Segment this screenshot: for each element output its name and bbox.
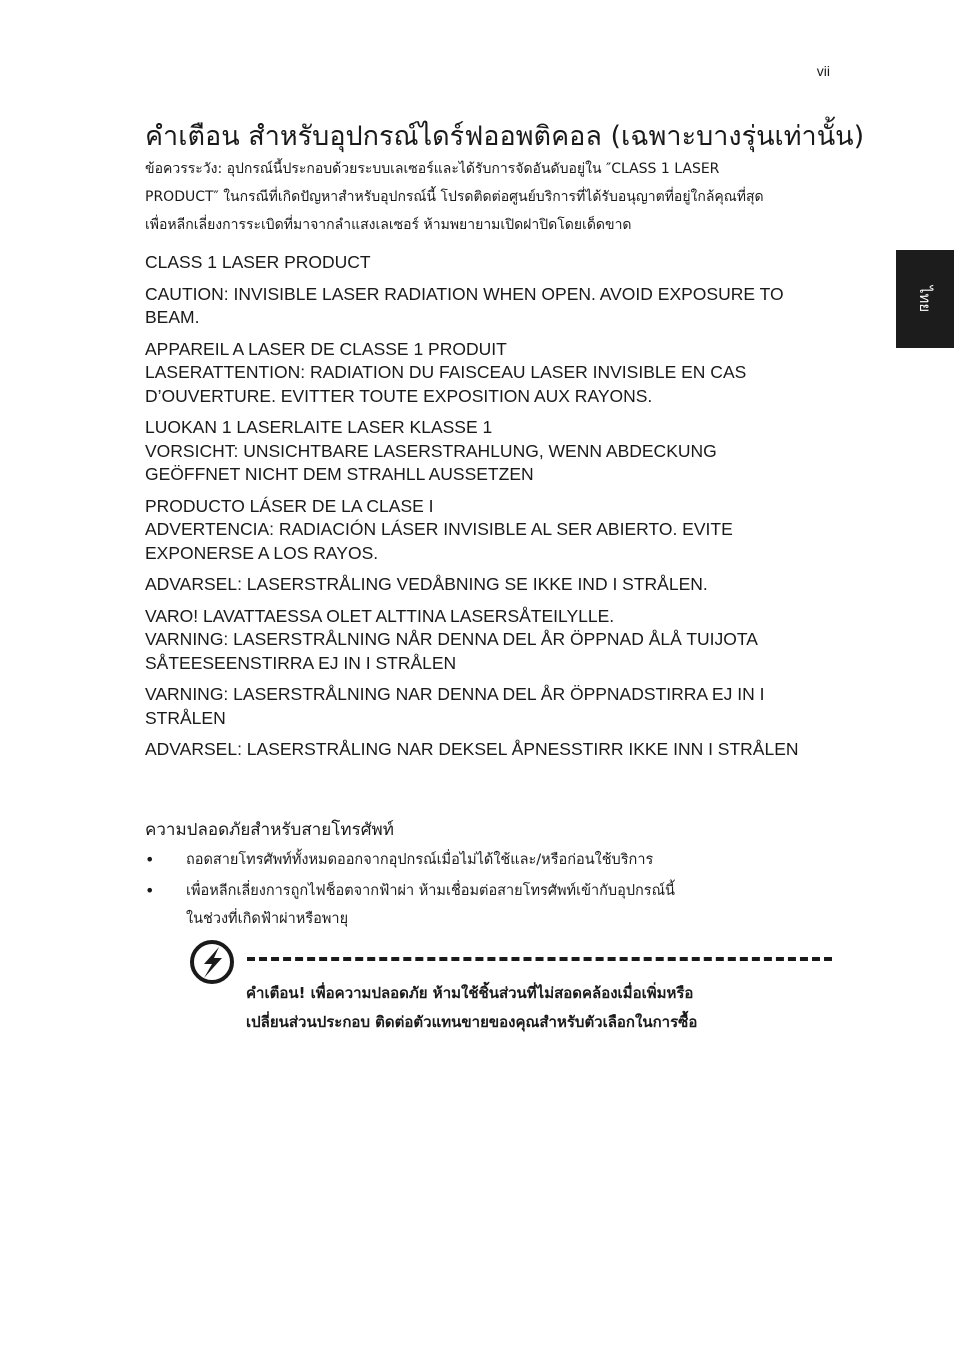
notice-line: CAUTION: INVISIBLE LASER RADIATION WHEN OPEN. AVOID EXPOSURE TO BEAM. (145, 283, 784, 327)
list-item (145, 846, 765, 874)
bullet-icon: • (145, 881, 155, 900)
warning-line: คำเตือน! เพื่อความปลอดภัย ห้ามใช้ชิ้นส่วนที่ไม่สอดคล้องเมื่อเพิ่มหรือ (246, 984, 694, 1002)
laser-notices (145, 251, 815, 770)
lightning-warning-icon (189, 939, 235, 985)
intro-line: เพื่อหลีกเลี่ยงการระเบิดที่มาจากลำแสงเลเซอร์ ห้ามพยายามเปิดฝาปิดโดยเด็ดขาด (145, 217, 632, 233)
notice-line: LUOKAN 1 LASERLAITE LASER KLASSE 1 (145, 417, 493, 437)
notice-line: VARNING: LASERSTRÅLNING NÅR DENNA DEL ÅR ÖPPNAD ÅLÅ TUIJOTA SÅTEESEENSTIRRA EJ IN I STRÅLEN (145, 629, 757, 673)
list-item (145, 877, 765, 933)
laser-notice (145, 416, 815, 487)
list-item-line: ถอดสายโทรศัพท์ทั้งหมดออกจากอุปกรณ์เมื่อไม่ได้ใช้และ/หรือก่อนใช้บริการ (186, 852, 654, 868)
laser-notice (145, 683, 815, 730)
list-item-line: เพื่อหลีกเลี่ยงการถูกไฟช็อตจากฟ้าผ่า ห้ามเชื่อมต่อสายโทรศัพท์เข้ากับอุปกรณ์นี้ (186, 883, 675, 899)
language-tab-label: ไทย (915, 285, 934, 313)
laser-notice (145, 738, 815, 762)
list-item-line: ในช่วงที่เกิดฟ้าผ่าหรือพายุ (186, 911, 349, 927)
laser-notice (145, 338, 815, 409)
notice-line: LASERATTENTION: RADIATION DU FAISCEAU LASER INVISIBLE EN CAS D’OUVERTURE. EVITTER TOUTE EXPOSITION AUX RAYONS. (145, 362, 747, 406)
section-title: คำเตือน สำหรับอุปกรณ์ไดร์ฟออพติคอล (เฉพาะบางรุ่นเท่านั้น) (145, 121, 865, 153)
notice-line: ADVARSEL: LASERSTRÅLING VEDÅBNING SE IKKE IND I STRÅLEN. (145, 574, 708, 594)
warning-note (246, 979, 806, 1037)
laser-intro-paragraph (145, 155, 825, 239)
notice-line: ADVARSEL: LASERSTRÅLING NAR DEKSEL ÅPNESSTIRR IKKE INN I STRÅLEN (145, 739, 799, 759)
notice-line: ADVERTENCIA: RADIACIÓN LÁSER INVISIBLE AL SER ABIERTO. EVITE EXPONERSE A LOS RAYOS. (145, 519, 733, 563)
intro-line: ข้อควรระวัง: อุปกรณ์นี้ประกอบด้วยระบบเลเซอร์และได้รับการจัดอันดับอยู่ใน ″CLASS 1 LASER (145, 161, 720, 177)
warning-line: เปลี่ยนส่วนประกอบ ติดต่อตัวแทนขายของคุณสำหรับตัวเลือกในการซื้อ (246, 1013, 698, 1031)
notice-line: VARO! LAVATTAESSA OLET ALTTINA LASERSÅTEILYLLE. (145, 605, 615, 626)
notice-line: PRODUCTO LÁSER DE LA CLASE I (145, 495, 434, 516)
phone-safety-heading: ความปลอดภัยสำหรับสายโทรศัพท์ (145, 820, 394, 840)
page-number: vii (816, 63, 830, 79)
laser-notice (145, 495, 815, 566)
notice-line: VORSICHT: UNSICHTBARE LASERSTRAHLUNG, WENN ABDECKUNG GEÖFFNET NICHT DEM STRAHLL AUSSETZEN (145, 440, 717, 484)
bullet-icon: • (145, 850, 155, 869)
laser-notice (145, 573, 815, 597)
phone-safety-list (145, 846, 765, 936)
intro-line: PRODUCT″ ในกรณีที่เกิดปัญหาสำหรับอุปกรณ์นี้ โปรดติดต่อศูนย์บริการที่ได้รับอนุญาตที่อยู่ใกล้คุณที่สุด (145, 189, 764, 205)
notice-line: CLASS 1 LASER PRODUCT (145, 252, 371, 272)
notice-line: VARNING: LASERSTRÅLNING NAR DENNA DEL ÅR ÖPPNADSTIRRA EJ IN I STRÅLEN (145, 684, 765, 728)
laser-notice (145, 251, 815, 275)
laser-notice (145, 605, 815, 676)
language-tab (896, 250, 954, 348)
warning-divider (247, 957, 832, 961)
laser-notice (145, 283, 815, 330)
notice-line: APPAREIL A LASER DE CLASSE 1 PRODUIT (145, 338, 507, 359)
